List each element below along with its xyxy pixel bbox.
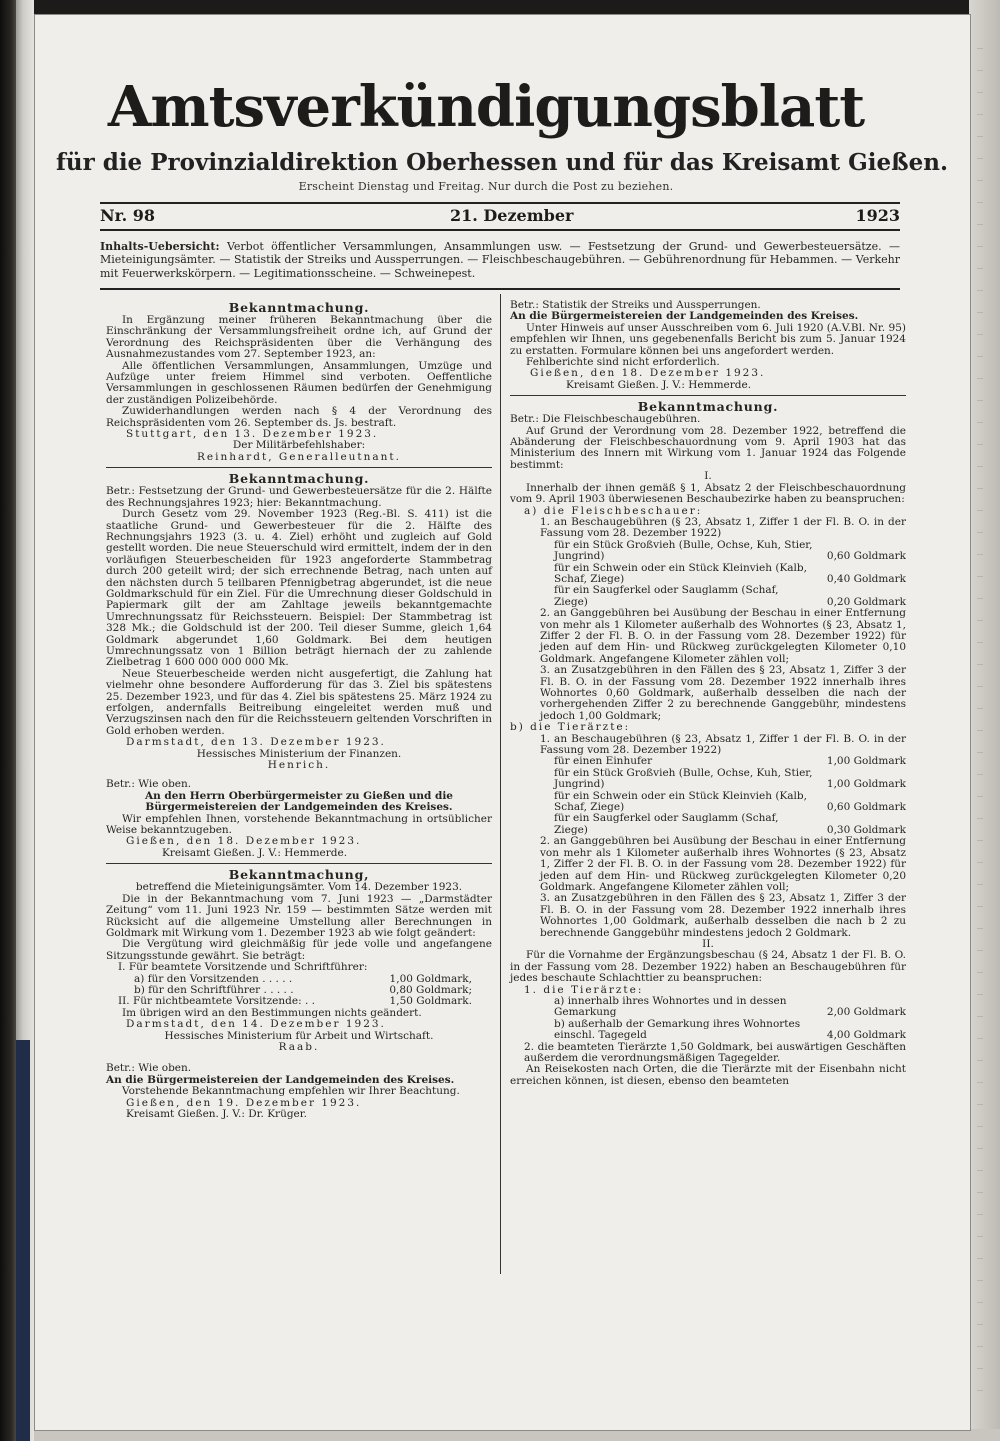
- announcement-heading: Bekanntmachung,: [228, 867, 370, 883]
- announcement-heading: Bekanntmachung.: [637, 399, 779, 415]
- circular-strike-statistics: [510, 300, 906, 391]
- ruler-strip: [977, 48, 983, 1408]
- paragraph: Zuwiderhandlungen werden nach § 4 der Verordnung des Reichspräsidenten vom 26. September ds. Js. bestraft.: [106, 405, 492, 429]
- paragraph: Auf Grund der Verordnung vom 28. Dezember 1922, betreffend die Abänderung der Fleischbeschauordnung vom 9. April 1903 hat das Ministerium des Innern mit Wirkung vom 1. Januar 1924 das Folgende bestimmt:: [510, 424, 906, 471]
- announcement-heading: Bekanntmachung.: [228, 300, 370, 315]
- fee-value: 2,00 Goldmark: [826, 1006, 906, 1019]
- signature: Raab.: [278, 1040, 320, 1053]
- issue-line: [100, 206, 900, 226]
- place-date: Darmstadt, den 13. Dezember 1923.: [126, 736, 386, 749]
- addressee: An den Herrn Oberbürgermeister zu Gießen und die Bürgermeistereien der Landgemeinden des Kreises.: [145, 789, 453, 814]
- addressee: An die Bürgermeistereien der Landgemeinden des Kreises.: [510, 310, 859, 323]
- paragraph: Alle öffentlichen Versammlungen, Ansammlungen, Umzüge und Aufzüge unter freiem Himmel sind verboten. Oeffentliche Versammlungen in geschlossenen Räumen bedürfen der Genehmigung der zuständigen Polizeibehörde.: [106, 359, 492, 406]
- place-date: Gießen, den 18. Dezember 1923.: [126, 835, 362, 848]
- publication-notice: Erscheint Dienstag und Freitag. Nur durch die Post zu beziehen.: [298, 180, 674, 193]
- subject-line: Betr.: Wie oben.: [106, 1062, 192, 1075]
- list-item: 1. an Beschaugebühren (§ 23, Absatz 1, Ziffer 1 der Fl. B. O. in der Fassung vom 28. Dezember 1922): [540, 515, 906, 540]
- fee-value: 0,60 Goldmark: [826, 801, 906, 814]
- fee-value: 0,20 Goldmark: [826, 595, 906, 608]
- announcement-heading: Bekanntmachung.: [228, 471, 370, 487]
- list-heading: 1. die Tierärzte:: [524, 983, 644, 996]
- signature: Kreisamt Gießen. J. V.: Dr. Krüger.: [126, 1108, 307, 1120]
- signature: Henrich.: [267, 759, 331, 772]
- list-item: 2. die beamteten Tierärzte 1,50 Goldmark, bei auswärtigen Geschäften außerdem die verordnungsmäßigen Tagegelder.: [524, 1040, 906, 1064]
- paragraph: Unter Hinweis auf unser Ausschreiben vom 6. Juli 1920 (A.V.Bl. Nr. 95) empfehlen wir Ihnen, uns gegebenenfalls Bericht bis zum 5. Januar 1924 zu erstatten. Formulare können bei uns angefordert werden.: [510, 321, 906, 357]
- fee-label: für ein Schwein oder ein Stück Kleinvieh (Kalb, Schaf, Ziege): [554, 561, 807, 585]
- paragraph: An Reisekosten nach Orten, die die Tierärzte mit der Eisenbahn nicht erreichen können, ist diesen, ebenso den beamteten: [510, 1063, 906, 1087]
- scan-background: [0, 0, 16, 1441]
- fee-label: für ein Stück Großvieh (Bulle, Ochse, Kuh, Stier, Jungrind): [554, 766, 813, 791]
- place-date: Stuttgart, den 13. Dezember 1923.: [126, 428, 379, 441]
- fee-row: [510, 813, 906, 836]
- section-number: II.: [702, 937, 714, 950]
- paragraph: In Ergänzung meiner früheren Bekanntmachung über die Einschränkung der Versammlungsfreiheit ordne ich, auf Grund der Verordnung des Reichspräsidenten über die Verhängung des Ausnahmezustandes vom 27. September 1923, an:: [106, 314, 492, 361]
- fee-value: 0,60 Goldmark: [826, 550, 906, 563]
- contents-label: Inhalts-Uebersicht:: [100, 240, 220, 253]
- paragraph: Im übrigen wird an den Bestimmungen nichts geändert.: [122, 1006, 422, 1019]
- cover-board: [969, 0, 1000, 1441]
- fee-value: 1,00 Goldmark: [826, 755, 906, 768]
- announcement-meat-inspection-fees: [510, 399, 906, 1087]
- list-item: 2. an Ganggebühren bei Ausübung der Beschau in einer Entfernung von mehr als 1 Kilometer außerhalb des Wohnortes (§ 23, Absatz 1, Ziffer 2 der Fl. B. O. in der Fassung vom 28. Dezember 1922) für jeden auf dem Hin- und Rückweg zurückgelegten Kilometer 0,10 Goldmark. Angefangene Kilometer zählen voll;: [540, 607, 906, 665]
- subject-line: Betr.: Die Fleischbeschaugebühren.: [510, 413, 701, 426]
- fee-label: für ein Stück Großvieh (Bulle, Ochse, Kuh, Stier, Jungrind): [554, 538, 813, 563]
- masthead-subtitle: für die Provinzialdirektion Oberhessen und für das Kreisamt Gießen.: [56, 149, 949, 176]
- circular-tax-municipalities: [106, 779, 492, 859]
- fee-row: [510, 1019, 906, 1042]
- place-date: Gießen, den 19. Dezember 1923.: [126, 1096, 362, 1109]
- list-item: 3. an Zusatzgebühren in den Fällen des § 23, Absatz 1, Ziffer 3 der Fl. B. O. in der Fassung vom 28. Dezember 1922 innerhalb ihres Wohnortes 1,00 Goldmark, außerhalb desselben die nach b 2 zu berechnende Ganggebühr mindestens jedoch 2 Goldmark.: [540, 892, 906, 939]
- fee-row: [510, 791, 906, 814]
- fee-value: 0,80 Goldmark;: [389, 983, 472, 996]
- paragraph: Neue Steuerbescheide werden nicht ausgefertigt, die Zahlung hat vielmehr ohne besondere Aufforderung für das 3. Ziel bis spätestens 25. Dezember 1923, und für das 4. Ziel bis spätestens 25. März 1924 zu erfolgen, andernfalls Beitreibung eingeleitet werden muß und Verzugszinsen nach den für die Reichssteuern geltenden Vorschriften in Gold erhoben werden.: [106, 667, 492, 737]
- table-of-contents: [100, 240, 900, 280]
- paragraph: Durch Gesetz vom 29. November 1923 (Reg.-Bl. S. 411) ist die staatliche Grund- und Gewerbesteuer für die 2. Hälfte des Rechnungsjahrs 1923 (3. u. 4. Ziel) erhöht und zugleich auf Gold gestellt worden. Die neue Steuerschuld wird ermittelt, indem der in den vorläufigen Steuerbescheiden für 1923 angeforderte Stammbetrag durch 200 geteilt wird; der sich errechnende Betrag, nach unten auf den nächsten durch 5 teilbaren Pfennigbetrag abgerundet, ist die neue Goldmarkschuld für ein Ziel. Für die Umrechnung dieser Goldschuld in Papiermark gilt der am Zahltage jeweils bekanntgemachte Umrechnungssatz für Reichssteuern. Beispiel: Der Stammbetrag ist 328 Mk.; die Goldschuld ist der 200. Teil dieser Summe, gleich 1,64 Goldmark abgerundet 1,60 Goldmark. Bei dem heutigen Umrechnungssatz von 1 Billion beträgt hiernach der zu zahlende Zielbetrag 1 600 000 000 000 Mk.: [106, 508, 492, 669]
- place-date: Gießen, den 18. Dezember 1923.: [530, 367, 766, 380]
- list-item: 3. an Zusatzgebühren in den Fällen des § 23, Absatz 1, Ziffer 3 der Fl. B. O. in der Fassung vom 28. Dezember 1922 innerhalb ihres Wohnortes 0,60 Goldmark, außerhalb desselben die nach der vorhergehenden Ziffer 2 zu berechnende Ganggebühr, mindestens jedoch 1,00 Goldmark;: [540, 664, 906, 722]
- fee-row: [510, 540, 906, 563]
- separator: [106, 863, 492, 864]
- circular-rent-municipalities: [106, 1063, 492, 1120]
- fee-label: für ein Schwein oder ein Stück Kleinvieh (Kalb, Schaf, Ziege): [554, 789, 807, 814]
- list-item: I. Für beamtete Vorsitzende und Schriftführer:: [118, 961, 368, 974]
- issue-date: 21. Dezember: [450, 206, 574, 225]
- separator: [106, 467, 492, 468]
- paragraph: Die in der Bekanntmachung vom 7. Juni 1923 — „Darmstädter Zeitung“ vom 11. Juni 1923 Nr. 159 — bestimmten Sätze werden mit Rücksicht auf die allgemeine Umstellung aller Berechnungen in Goldmark mit Wirkung vom 1. Dezember 1923 ab wie folgt geändert:: [106, 892, 492, 939]
- list-item: 2. an Ganggebühren bei Ausübung der Beschau in einer Entfernung von mehr als 1 Kilometer außerhalb ihres Wohnortes (§ 23, Absatz 1, Ziffer 2 der Fl. B. O. in der Fassung vom 28. Dezember 1922) für jeden auf dem Hin- und Rückweg zurückgelegten Kilometer 0,20 Goldmark. Angefangene Kilometer zählen voll;: [540, 835, 906, 893]
- fee-label: für ein Saugferkel oder Sauglamm (Schaf, Ziege): [554, 812, 779, 836]
- announcement-assembly-ban: [106, 300, 492, 463]
- fee-label: für einen Einhufer: [554, 755, 653, 768]
- fee-label: für ein Saugferkel oder Sauglamm (Schaf, Ziege): [554, 584, 779, 608]
- fee-label: a) innerhalb ihres Wohnortes und in dessen Gemarkung: [554, 994, 787, 1019]
- masthead: [56, 72, 949, 193]
- contents-text: Verbot öffentlicher Versammlungen, Ansammlungen usw. — Festsetzung der Grund- und Gewerbesteuersätze. — Mieteinigungsämter. — Statistik der Streiks und Aussperrungen. — Fleischbeschaugebühren. — Gebührenordnung für Hebammen. — Verkehr mit Feuerwerkskörpern. — Legitimationsscheine. — Schweinepest.: [100, 240, 901, 280]
- fee-value: 4,00 Goldmark: [826, 1029, 906, 1042]
- paragraph: Für die Vornahme der Ergänzungsbeschau (§ 24, Absatz 1 der Fl. B. O. in der Fassung vom 28. Dezember 1922) haben an Beschaugebühren für jedes beschaute Schlachttier zu beanspruchen:: [510, 949, 906, 985]
- section-number: I.: [704, 470, 712, 483]
- place-date: Darmstadt, den 14. Dezember 1923.: [126, 1018, 386, 1031]
- rule-issue: [100, 229, 900, 231]
- signature: Kreisamt Gießen. J. V.: Hemmerde.: [162, 846, 348, 859]
- paragraph: Die Vergütung wird gleichmäßig für jede volle und angefangene Sitzungsstunde gewährt. Sie beträgt:: [106, 938, 492, 962]
- fee-label: b) für den Schriftführer . . . . .: [134, 983, 294, 996]
- subject-line: Betr.: Wie oben.: [106, 778, 192, 791]
- announcement-property-tax: [106, 471, 492, 771]
- list-item: 1. an Beschaugebühren (§ 23, Absatz 1, Ziffer 1 der Fl. B. O. in der Fassung vom 28. Dezember 1922): [540, 732, 906, 757]
- fee-value: 1,00 Goldmark,: [389, 972, 472, 985]
- masthead-title: Amtsverkündigungsblatt: [107, 74, 865, 140]
- paragraph: Fehlberichte sind nicht erforderlich.: [526, 356, 720, 369]
- announcement-subheading: betreffend die Mieteinigungsämter. Vom 14. Dezember 1923.: [135, 881, 463, 894]
- column-divider: [500, 294, 501, 1274]
- separator: [510, 395, 906, 396]
- paragraph: Vorstehende Bekanntmachung empfehlen wir Ihrer Beachtung.: [122, 1085, 460, 1098]
- fee-label: a) für den Vorsitzenden . . . . .: [134, 972, 293, 985]
- fee-row: [510, 563, 906, 586]
- addressee: An die Bürgermeistereien der Landgemeinden des Kreises.: [106, 1073, 455, 1086]
- fee-value: 1,50 Goldmark.: [389, 995, 472, 1008]
- office-line: Hessisches Ministerium der Finanzen.: [196, 747, 402, 760]
- list-heading: a) die Fleischbeschauer:: [524, 504, 703, 517]
- right-column: [510, 300, 906, 1087]
- fee-row: [510, 768, 906, 791]
- fee-label: b) außerhalb der Gemarkung ihres Wohnortes einschl. Tagegeld: [554, 1017, 801, 1042]
- signature: Kreisamt Gießen. J. V.: Hemmerde.: [566, 378, 752, 391]
- list-heading: b) die Tierärzte:: [510, 721, 631, 734]
- subject-line: Betr.: Statistik der Streiks und Aussperrungen.: [510, 299, 761, 311]
- announcement-rent-offices: [106, 867, 492, 1053]
- fee-value: 0,40 Goldmark: [826, 572, 906, 585]
- fee-row: [106, 996, 492, 1007]
- fee-row: [510, 996, 906, 1019]
- rule-top: [100, 202, 900, 204]
- fee-row: [510, 585, 906, 608]
- issue-year: 1923: [855, 206, 900, 225]
- fee-value: 0,30 Goldmark: [826, 823, 906, 836]
- left-column: [106, 300, 492, 1120]
- spine-cloth: [16, 1040, 30, 1441]
- subject-line: Betr.: Festsetzung der Grund- und Gewerbesteuersätze für die 2. Hälfte des Rechnungsjahres 1923; hier: Bekanntmachung.: [106, 485, 492, 509]
- paragraph: Wir empfehlen Ihnen, vorstehende Bekanntmachung in ortsüblicher Weise bekanntzugeben.: [106, 812, 492, 837]
- office-line: Der Militärbefehlshaber:: [232, 439, 366, 452]
- office-line: Hessisches Ministerium für Arbeit und Wirtschaft.: [164, 1029, 434, 1042]
- issue-number: Nr. 98: [100, 206, 155, 225]
- paragraph: Innerhalb der ihnen gemäß § 1, Absatz 2 der Fleischbeschauordnung vom 9. April 1903 überwiesenen Beschaubezirke haben zu beanspruchen:: [510, 481, 906, 506]
- fee-value: 1,00 Goldmark: [826, 778, 906, 791]
- rule-contents: [100, 288, 900, 290]
- fee-label: II. Für nichtbeamtete Vorsitzende: . .: [118, 995, 315, 1008]
- signature: Reinhardt, Generalleutnant.: [196, 450, 401, 463]
